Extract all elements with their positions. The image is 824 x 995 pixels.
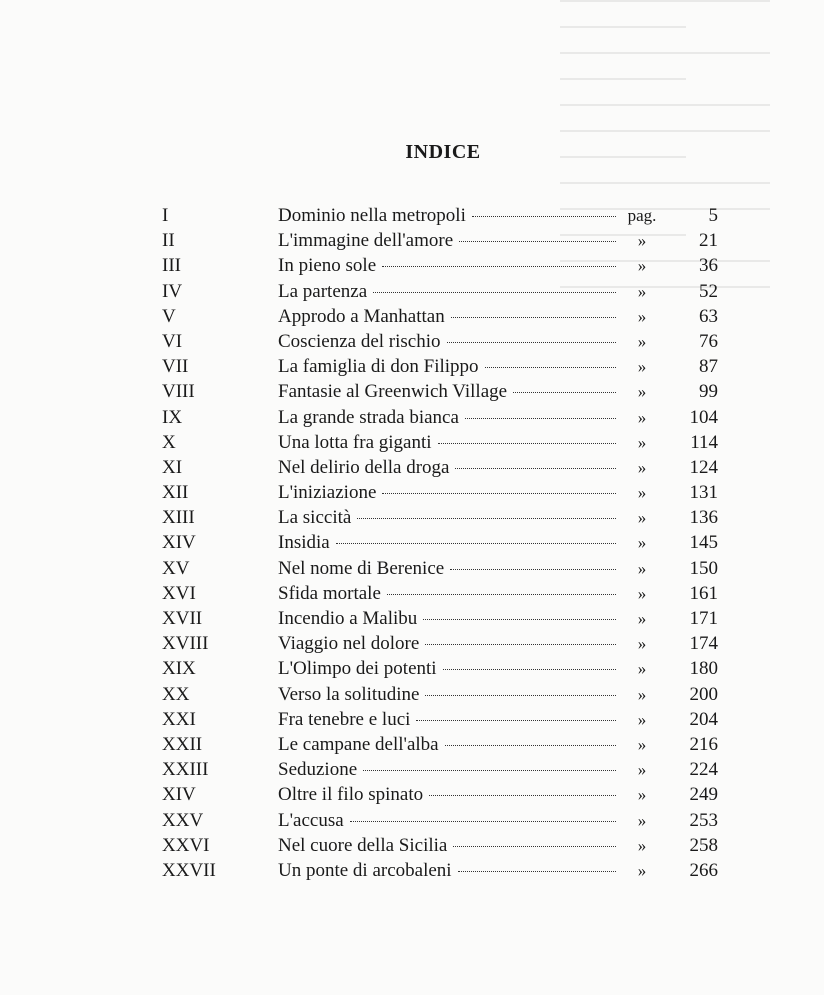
chapter-title: Verso la solitudine	[278, 683, 420, 705]
chapter-title-cell	[278, 253, 616, 278]
chapter-title-cell	[278, 379, 616, 404]
dot-leader	[465, 417, 616, 419]
toc-entry	[162, 455, 718, 480]
chapter-title-cell	[278, 833, 616, 858]
chapter-title: La siccità	[278, 507, 352, 529]
chapter-title: Fantasie al Greenwich Village	[278, 381, 508, 403]
page-number: 87	[699, 356, 718, 378]
chapter-number: VIII	[162, 381, 195, 403]
ditto-mark: »	[637, 306, 647, 326]
toc-entry	[162, 606, 718, 631]
chapter-title-cell	[278, 354, 616, 379]
chapter-title: Nel cuore della Sicilia	[278, 834, 448, 856]
toc-entry	[162, 203, 718, 228]
chapter-title-cell	[278, 732, 616, 757]
chapter-title-cell	[278, 455, 616, 480]
page-number: 136	[689, 507, 718, 529]
chapter-title: La famiglia di don Filippo	[278, 356, 479, 378]
toc-entry	[162, 530, 718, 555]
ditto-mark: »	[637, 760, 647, 780]
chapter-title-cell	[278, 530, 616, 555]
page-number: 21	[699, 230, 718, 252]
ditto-mark: »	[637, 709, 647, 729]
ditto-mark: »	[637, 835, 647, 855]
chapter-number: III	[162, 255, 181, 277]
ditto-mark: »	[637, 432, 647, 452]
toc-entry	[162, 682, 718, 707]
page-number: 150	[689, 557, 718, 579]
toc-entry	[162, 430, 718, 455]
ditto-mark: »	[637, 558, 647, 578]
page-number: 249	[689, 784, 718, 806]
toc-entry	[162, 581, 718, 606]
toc-entry	[162, 757, 718, 782]
dot-leader	[459, 240, 616, 242]
dot-leader	[513, 391, 616, 393]
page-number: 104	[689, 406, 718, 428]
ditto-mark: »	[637, 457, 647, 477]
ditto-mark: »	[637, 256, 647, 276]
toc-entry	[162, 228, 718, 253]
chapter-title: Approdo a Manhattan	[278, 305, 445, 327]
page-number: 131	[689, 482, 718, 504]
ditto-mark: »	[637, 860, 647, 880]
chapter-number: XIV	[162, 784, 196, 806]
page-number: 200	[689, 683, 718, 705]
dot-leader	[458, 870, 616, 872]
ditto-mark: »	[637, 684, 647, 704]
table-of-contents	[162, 203, 718, 883]
dot-leader	[455, 467, 616, 469]
ditto-mark: »	[637, 810, 647, 830]
chapter-number: IV	[162, 280, 183, 302]
toc-entry	[162, 480, 718, 505]
page-number: 63	[699, 305, 718, 327]
toc-entry	[162, 732, 718, 757]
toc-entry	[162, 556, 718, 581]
toc-entry	[162, 782, 718, 807]
ditto-mark: »	[637, 634, 647, 654]
chapter-title: Le campane dell'alba	[278, 733, 439, 755]
dot-leader	[450, 568, 616, 570]
chapter-title: Nel delirio della droga	[278, 456, 450, 478]
chapter-title-cell	[278, 304, 616, 329]
chapter-title: Un ponte di arcobaleni	[278, 859, 452, 881]
chapter-title-cell	[278, 682, 616, 707]
chapter-title: Incendio a Malibu	[278, 608, 418, 629]
ditto-mark: »	[637, 483, 647, 503]
page-number: 114	[690, 431, 718, 453]
ditto-mark: »	[637, 659, 647, 679]
chapter-title-cell	[278, 808, 616, 833]
page-number: 266	[689, 859, 718, 881]
chapter-title: Una lotta fra giganti	[278, 431, 432, 453]
page-title: INDICE	[405, 141, 481, 163]
chapter-number: XXV	[162, 809, 204, 831]
toc-entry	[162, 379, 718, 404]
page-number: 99	[699, 381, 718, 403]
dot-leader	[429, 794, 616, 796]
dot-leader	[425, 694, 616, 696]
ditto-mark: »	[637, 331, 647, 351]
chapter-title: Nel nome di Berenice	[278, 557, 445, 579]
chapter-title: L'accusa	[278, 809, 344, 831]
chapter-title: Oltre il filo spinato	[278, 784, 424, 806]
chapter-title-cell	[278, 430, 616, 455]
chapter-title: Sfida mortale	[278, 582, 381, 604]
dot-leader	[425, 643, 616, 645]
page-number: 36	[699, 255, 718, 277]
chapter-title-cell	[278, 782, 616, 807]
chapter-title: Fra tenebre e luci	[278, 708, 411, 730]
dot-leader	[357, 517, 616, 519]
chapter-number: XIV	[162, 532, 196, 554]
chapter-title: Insidia	[278, 532, 330, 554]
chapter-title-cell	[278, 279, 616, 304]
chapter-title-cell	[278, 480, 616, 505]
dot-leader	[447, 341, 616, 343]
toc-entry	[162, 858, 718, 883]
chapter-title: La grande strada bianca	[278, 406, 459, 428]
chapter-title: Coscienza del rischio	[278, 330, 441, 352]
chapter-number: II	[162, 230, 175, 252]
chapter-title: Viaggio nel dolore	[278, 633, 420, 655]
chapter-title-cell	[278, 757, 616, 782]
dot-leader	[350, 820, 616, 822]
chapter-title-cell	[278, 656, 616, 681]
dot-leader	[438, 442, 616, 444]
page-number: 171	[689, 608, 718, 629]
ditto-mark: »	[637, 382, 647, 402]
ditto-mark: »	[637, 734, 647, 754]
page-number: 224	[689, 759, 718, 781]
chapter-number: XXVI	[162, 834, 210, 856]
chapter-title-cell	[278, 505, 616, 530]
chapter-title-cell	[278, 203, 616, 228]
ditto-mark: »	[637, 785, 647, 805]
page-number: 52	[699, 280, 718, 302]
chapter-number: XI	[162, 456, 183, 478]
chapter-title-cell	[278, 858, 616, 883]
ditto-mark: »	[637, 609, 647, 628]
toc-entry	[162, 631, 718, 656]
toc-entry	[162, 505, 718, 530]
dot-leader	[373, 291, 616, 293]
ditto-mark: »	[637, 231, 647, 251]
page-number: 216	[689, 733, 718, 755]
page-number: 76	[699, 330, 718, 352]
chapter-title: Dominio nella metropoli	[278, 205, 466, 226]
chapter-title-cell	[278, 631, 616, 656]
chapter-title: L'iniziazione	[278, 482, 377, 504]
dot-leader	[382, 492, 616, 494]
chapter-number: XXIII	[162, 759, 209, 781]
page-number: 180	[689, 658, 718, 680]
chapter-number: VI	[162, 330, 183, 352]
chapter-number: V	[162, 305, 176, 327]
chapter-number: X	[162, 431, 176, 453]
page-number: 161	[689, 582, 718, 604]
chapter-title: L'Olimpo dei potenti	[278, 658, 437, 680]
dot-leader	[382, 265, 616, 267]
toc-entry	[162, 707, 718, 732]
chapter-title-cell	[278, 405, 616, 430]
chapter-title-cell	[278, 556, 616, 581]
chapter-number: XX	[162, 683, 190, 705]
chapter-number: XVI	[162, 582, 196, 604]
page-number: 124	[689, 456, 718, 478]
chapter-number: XXII	[162, 733, 203, 755]
chapter-title: In pieno sole	[278, 255, 377, 277]
chapter-number: IX	[162, 406, 183, 428]
toc-entry	[162, 656, 718, 681]
chapter-title: Seduzione	[278, 759, 358, 781]
chapter-number: I	[162, 205, 169, 226]
chapter-title-cell	[278, 329, 616, 354]
toc-entry	[162, 279, 718, 304]
toc-entry	[162, 253, 718, 278]
page-number: 204	[689, 708, 718, 730]
dot-leader	[387, 593, 616, 595]
dot-leader	[445, 744, 616, 746]
chapter-title-cell	[278, 581, 616, 606]
page-number: 258	[689, 834, 718, 856]
toc-entry	[162, 405, 718, 430]
ditto-mark: »	[637, 583, 647, 603]
ditto-mark: »	[637, 508, 647, 528]
chapter-title-cell	[278, 707, 616, 732]
chapter-number: XV	[162, 557, 190, 579]
chapter-number: XVIII	[162, 633, 209, 655]
dot-leader	[416, 719, 616, 721]
dot-leader	[363, 769, 616, 771]
chapter-title-cell	[278, 228, 616, 253]
ditto-mark: »	[637, 533, 647, 553]
ditto-mark: »	[637, 407, 647, 427]
page-number: 253	[689, 809, 718, 831]
dot-leader	[453, 845, 616, 847]
chapter-title: La partenza	[278, 280, 368, 302]
chapter-title-cell	[278, 606, 616, 631]
chapter-number: VII	[162, 356, 189, 378]
chapter-number: XVII	[162, 608, 203, 629]
chapter-number: XXVII	[162, 859, 216, 881]
ditto-mark: »	[637, 281, 647, 301]
page-number: 174	[689, 633, 718, 655]
chapter-number: XXI	[162, 708, 196, 730]
toc-entry	[162, 304, 718, 329]
chapter-number: XII	[162, 482, 189, 504]
dot-leader	[485, 366, 616, 368]
page-number: 145	[689, 532, 718, 554]
page-label: pag.	[627, 206, 657, 225]
toc-entry	[162, 833, 718, 858]
ditto-mark: »	[637, 357, 647, 377]
chapter-title: L'immagine dell'amore	[278, 230, 454, 252]
dot-leader	[443, 668, 616, 670]
toc-entry	[162, 808, 718, 833]
toc-entry	[162, 354, 718, 379]
dot-leader	[472, 215, 616, 217]
chapter-number: XIX	[162, 658, 196, 680]
dot-leader	[336, 542, 616, 544]
chapter-number: XIII	[162, 507, 195, 529]
dot-leader	[451, 316, 616, 318]
toc-entry	[162, 329, 718, 354]
dot-leader	[423, 618, 616, 620]
page-number: 5	[708, 205, 718, 226]
